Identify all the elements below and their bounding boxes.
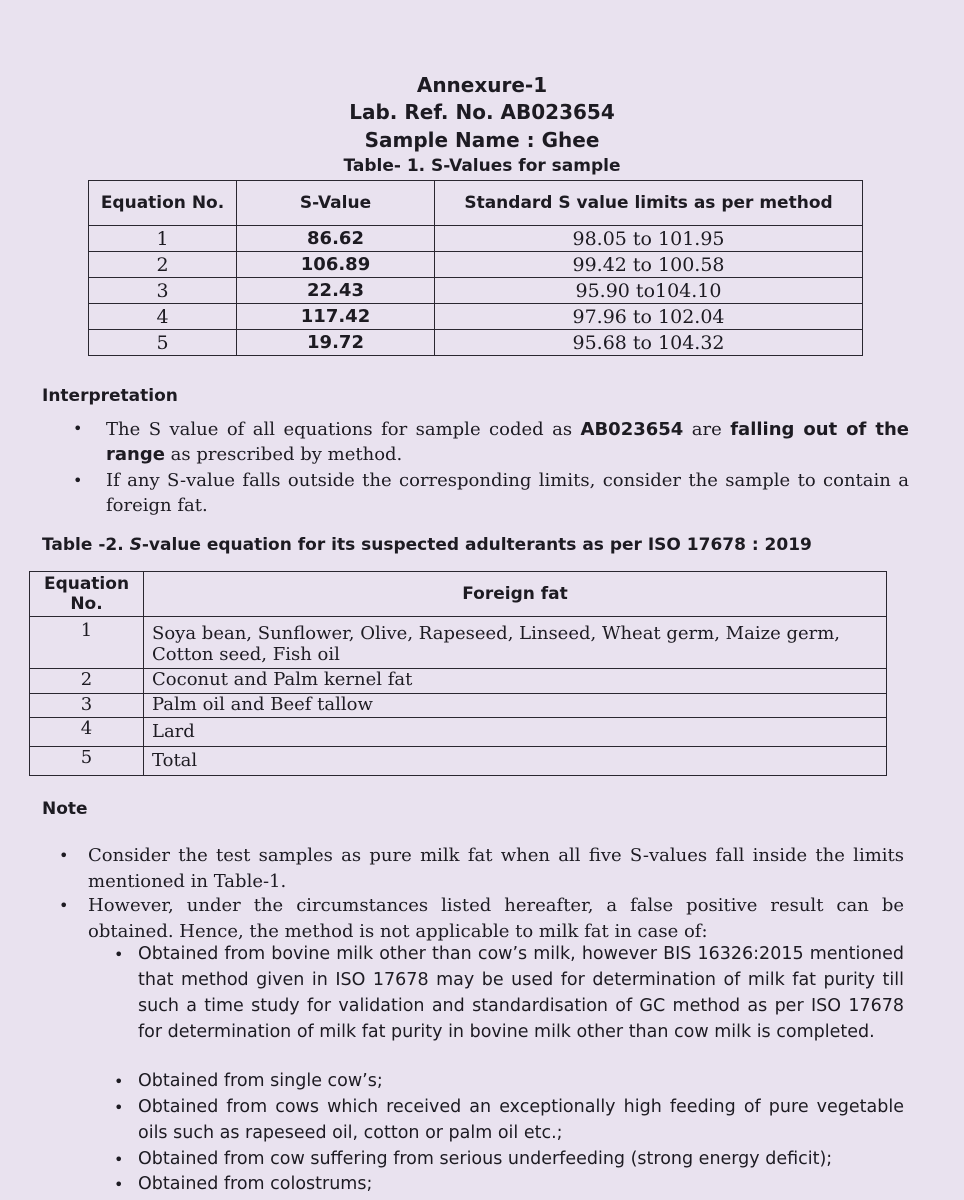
note-subitem: Obtained from bovine milk other than cow’s milk, however BIS 16326:2015 mentioned that method given in ISO 17678 may be used for determination of milk fat purity till such a time study for validation and standardisation of GC method as per ISO 17678 for determination of milk fat purity in bovine milk other than cow milk is completed. xyxy=(138,944,904,1042)
col-header-equation: Equation No. xyxy=(89,181,237,226)
table-header-row xyxy=(30,572,887,617)
col-header-foreign-fat: Foreign fat xyxy=(144,572,887,617)
note-item-2: However, under the circumstances listed hereafter, a false positive result can be obtained. Hence, the method is not applicable to milk fat in case of: xyxy=(88,895,904,942)
table2-title xyxy=(42,535,812,555)
interpretation-bullet-1 xyxy=(106,417,909,467)
s-value-cell: 117.42 xyxy=(237,304,435,330)
out-of-range-text: falling out of the range xyxy=(106,419,909,465)
s-value-cell: 19.72 xyxy=(237,330,435,356)
bullet-dot-icon: • xyxy=(59,896,69,915)
interpretation-heading: Interpretation xyxy=(42,386,178,406)
foreign-fat-cell: Palm oil and Beef tallow xyxy=(144,694,887,718)
col-header-equation: Equation No. xyxy=(30,572,144,617)
table2-title-prefix: Table -2. xyxy=(42,535,130,555)
table-row xyxy=(30,617,887,669)
equation-cell: 5 xyxy=(30,747,144,776)
col-header-s-value: S-Value xyxy=(237,181,435,226)
bullet-dot-icon: • xyxy=(73,471,83,490)
interp-text: as prescribed by method. xyxy=(164,444,403,465)
s-value-cell: 22.43 xyxy=(237,278,435,304)
table2-title-s: S xyxy=(129,535,142,555)
annexure-title: Annexure-1 xyxy=(416,73,548,97)
note-subitem: Obtained from single cow’s; xyxy=(138,1071,383,1091)
table-row xyxy=(30,694,887,718)
interp-text: The S value of all equations for sample coded as xyxy=(106,419,581,440)
table-header-row xyxy=(89,181,863,226)
equation-cell: 3 xyxy=(30,694,144,718)
table-row xyxy=(30,669,887,694)
equation-cell: 2 xyxy=(89,252,237,278)
equation-cell: 5 xyxy=(89,330,237,356)
equation-cell: 2 xyxy=(30,669,144,694)
equation-cell: 1 xyxy=(89,226,237,252)
table-row xyxy=(89,304,863,330)
bullet-dot-icon: • xyxy=(114,1072,124,1091)
table-row xyxy=(89,226,863,252)
foreign-fat-table xyxy=(29,571,887,776)
equation-cell: 3 xyxy=(89,278,237,304)
s-values-table xyxy=(88,180,863,356)
foreign-fat-cell: Coconut and Palm kernel fat xyxy=(144,669,887,694)
limits-cell: 95.90 to104.10 xyxy=(435,278,863,304)
note-subitem: Obtained from cow suffering from serious underfeeding (strong energy deficit); xyxy=(138,1149,833,1169)
sample-code: AB023654 xyxy=(580,419,684,440)
equation-cell: 1 xyxy=(30,617,144,669)
col-header-limits: Standard S value limits as per method xyxy=(435,181,863,226)
s-value-cell: 86.62 xyxy=(237,226,435,252)
bullet-dot-icon: • xyxy=(114,1098,124,1117)
note-subitem: Obtained from cows which received an exceptionally high feeding of pure vegetable oils such as rapeseed oil, cotton or palm oil etc.; xyxy=(138,1097,904,1143)
foreign-fat-cell: Total xyxy=(144,747,887,776)
foreign-fat-cell: Soya bean, Sunflower, Olive, Rapeseed, Linseed, Wheat germ, Maize germ, Cotton seed, Fish oil xyxy=(144,617,887,669)
bullet-dot-icon: • xyxy=(59,846,69,865)
table-row xyxy=(30,747,887,776)
interp-text: are xyxy=(683,419,731,440)
table-row xyxy=(89,252,863,278)
note-heading: Note xyxy=(42,799,88,819)
bullet-dot-icon: • xyxy=(114,1175,124,1194)
table-row xyxy=(30,718,887,747)
table1-title: Table- 1. S-Values for sample xyxy=(343,156,621,176)
equation-cell: 4 xyxy=(89,304,237,330)
table2-title-rest: -value equation for its suspected adulterants as per ISO 17678 : 2019 xyxy=(141,535,812,555)
note-subitem: Obtained from colostrums; xyxy=(138,1174,373,1194)
equation-cell: 4 xyxy=(30,718,144,747)
table-row xyxy=(89,278,863,304)
s-value-cell: 106.89 xyxy=(237,252,435,278)
table-row xyxy=(89,330,863,356)
sample-name: Sample Name : Ghee xyxy=(364,128,600,152)
limits-cell: 99.42 to 100.58 xyxy=(435,252,863,278)
bullet-dot-icon: • xyxy=(114,1150,124,1169)
bullet-dot-icon: • xyxy=(114,945,124,964)
interpretation-bullet-2: If any S-value falls outside the corresponding limits, consider the sample to contain a foreign fat. xyxy=(106,470,909,516)
bullet-dot-icon: • xyxy=(73,419,83,438)
limits-cell: 98.05 to 101.95 xyxy=(435,226,863,252)
limits-cell: 97.96 to 102.04 xyxy=(435,304,863,330)
limits-cell: 95.68 to 104.32 xyxy=(435,330,863,356)
note-item-1: Consider the test samples as pure milk fat when all five S-values fall inside the limits mentioned in Table-1. xyxy=(88,845,904,892)
foreign-fat-cell: Lard xyxy=(144,718,887,747)
lab-ref-number: Lab. Ref. No. AB023654 xyxy=(349,100,615,124)
